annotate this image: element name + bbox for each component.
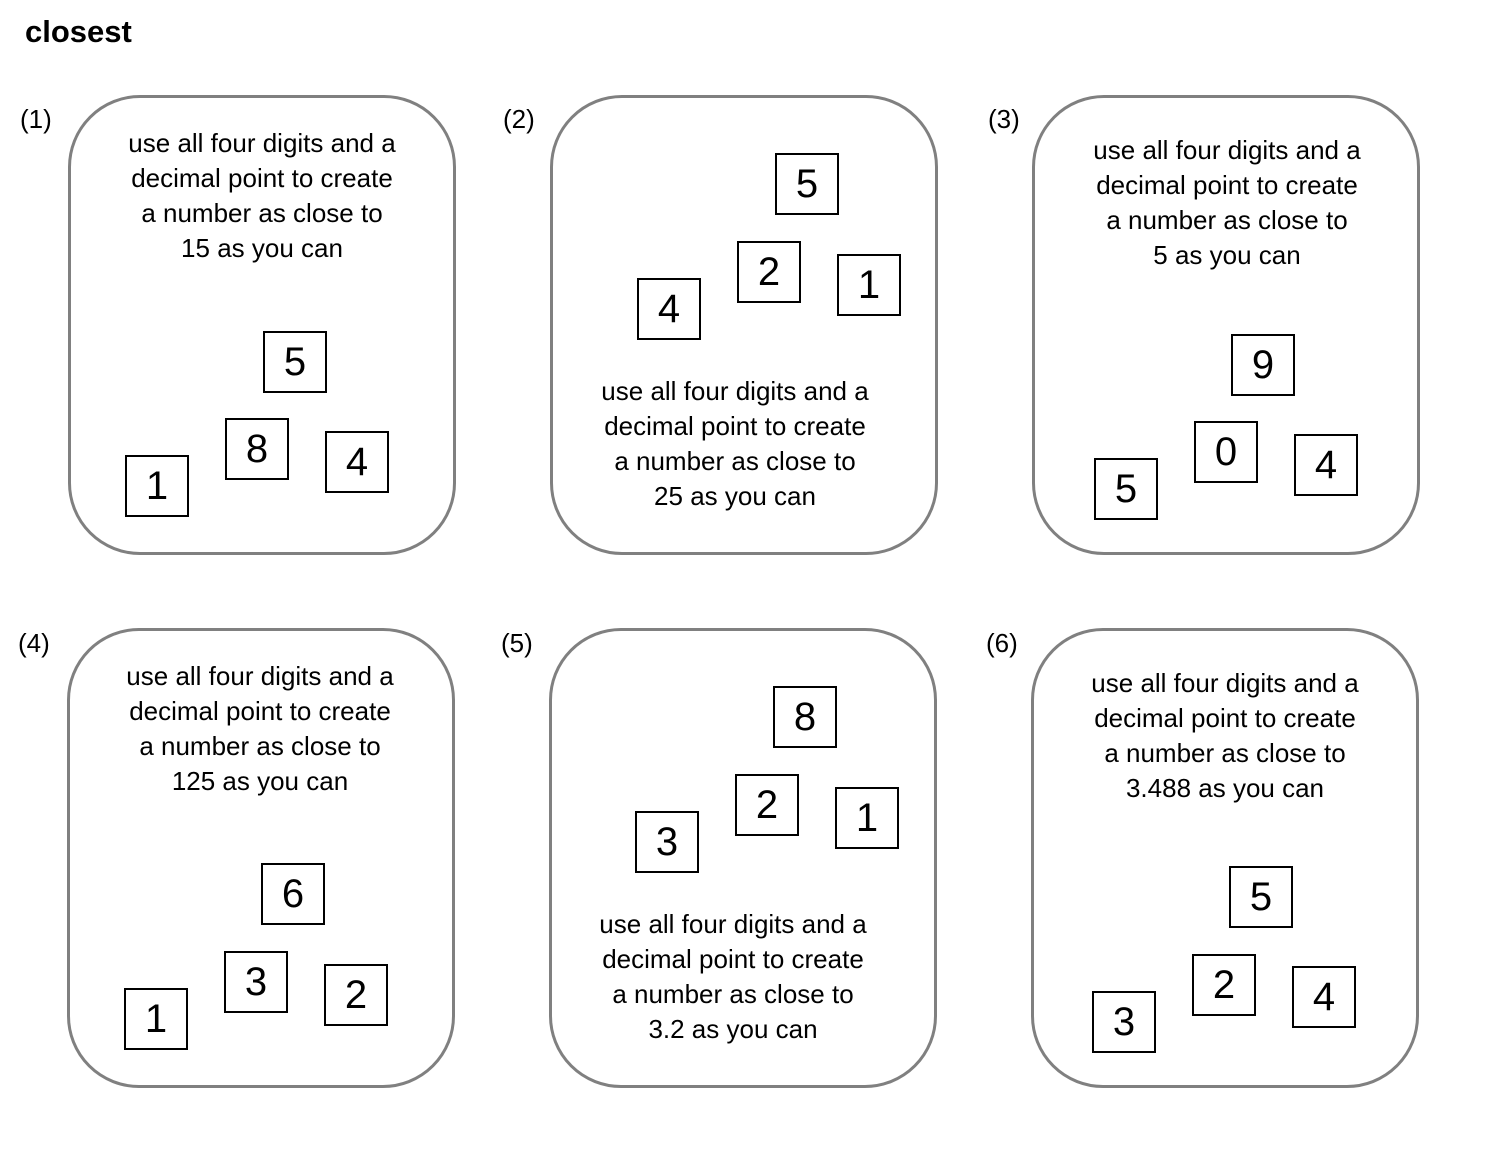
puzzle-number: (4) [18,628,50,658]
digit-tile[interactable]: 2 [324,964,388,1026]
puzzle-prompt [563,907,903,1047]
digit-tile[interactable]: 1 [835,787,899,849]
prompt-line: decimal point to create [1096,170,1358,200]
page-title: closest [25,14,132,49]
puzzle-number: (6) [986,628,1018,658]
prompt-line: decimal point to create [602,944,864,974]
prompt-line: use all four digits and a [128,128,396,158]
digit-tile[interactable]: 9 [1231,334,1295,396]
digit-tile[interactable]: 8 [773,686,837,748]
digit-tile[interactable]: 3 [635,811,699,873]
puzzle-prompt [90,659,430,799]
puzzle-prompt [1055,666,1395,806]
digit-tile[interactable]: 5 [775,153,839,215]
prompt-line: 5 as you can [1153,240,1301,270]
prompt-line: 125 as you can [171,766,349,796]
prompt-line: use all four digits and a [126,661,394,691]
digit-tile[interactable]: 0 [1194,421,1258,483]
prompt-line: decimal point to create [604,411,866,441]
digit-tile[interactable]: 6 [261,863,325,925]
prompt-line: 15 as you can [181,233,343,263]
prompt-line: use all four digits and a [1091,668,1359,698]
prompt-line: a number as close to [1104,738,1346,768]
digit-tile[interactable]: 5 [263,331,327,393]
puzzle-number: (1) [20,104,52,134]
digit-tile[interactable]: 2 [735,774,799,836]
puzzle-prompt [1057,133,1397,273]
prompt-line: use all four digits and a [1093,135,1361,165]
prompt-line: 25 as you can [654,481,816,511]
digit-tile[interactable]: 3 [1092,991,1156,1053]
digit-tile[interactable]: 4 [325,431,389,493]
digit-tile[interactable]: 4 [637,278,701,340]
puzzle-number: (5) [501,628,533,658]
digit-tile[interactable]: 5 [1094,458,1158,520]
puzzle-prompt [565,374,905,514]
prompt-line: use all four digits and a [599,909,867,939]
digit-tile[interactable]: 3 [224,951,288,1013]
digit-tile[interactable]: 4 [1294,434,1358,496]
digit-tile[interactable]: 1 [125,455,189,517]
prompt-line: a number as close to [612,979,854,1009]
digit-tile[interactable]: 8 [225,418,289,480]
prompt-line: 3.2 as you can [648,1014,818,1044]
digit-tile[interactable]: 5 [1229,866,1293,928]
digit-tile[interactable]: 1 [124,988,188,1050]
prompt-line: decimal point to create [131,163,393,193]
digit-tile[interactable]: 4 [1292,966,1356,1028]
prompt-line: a number as close to [141,198,383,228]
prompt-line: decimal point to create [129,696,391,726]
digit-tile[interactable]: 1 [837,254,901,316]
puzzle-number: (2) [503,104,535,134]
digit-tile[interactable]: 2 [1192,954,1256,1016]
prompt-line: a number as close to [139,731,381,761]
digit-tile[interactable]: 2 [737,241,801,303]
prompt-line: a number as close to [614,446,856,476]
prompt-line: 3.488 as you can [1125,773,1325,803]
puzzle-prompt [92,126,432,266]
prompt-line: use all four digits and a [601,376,869,406]
puzzle-number: (3) [988,104,1020,134]
prompt-line: decimal point to create [1094,703,1356,733]
prompt-line: a number as close to [1106,205,1348,235]
